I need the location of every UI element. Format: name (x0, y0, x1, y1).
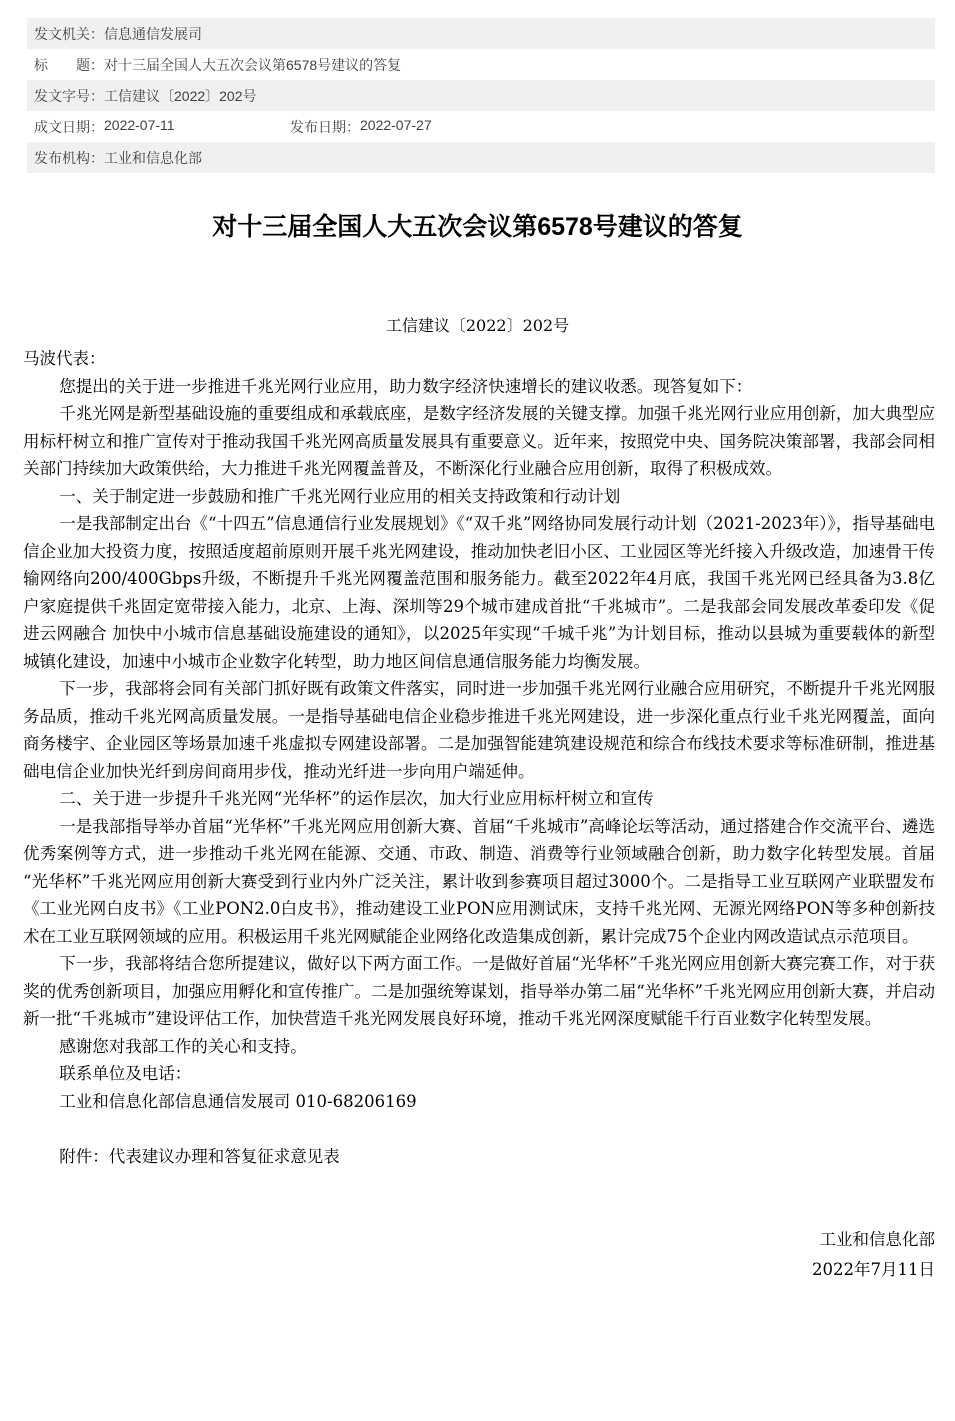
meta-value-doc-number: 工信建议〔2022〕202号 (104, 87, 257, 104)
section-1-heading: 一、关于制定进一步鼓励和推广千兆光网行业应用的相关支持政策和行动计划 (59, 486, 621, 506)
meta-label-doc-number: 发文字号： (34, 87, 104, 104)
paragraph-section-1-measures: 一是我部制定出台《“十四五”信息通信行业发展规划》《“双千兆”网络协同发展行动计划（2021-2023年）》，指导基础电信企业加大投资力度，按照适度超前原则开展千兆光网建设，推动加快老旧小区、工业园区等光纤接入升级改造，加速骨干传输网络向200/400Gbps升级，不断提升千兆光网覆盖范围和服务能力。截至2022年4月底，我国千兆光网已经具备为3.8亿户家庭提供千兆固定宽带接入能力，北京、上海、深圳等29个城市建成首批“千兆城市”。二是我部会同发展改革委印发《促进云网融合 加快中小城市信息基础设施建设的通知》，以2025年实现“千城千兆”为计划目标，推动以县城为重要载体的新型城镇化建设，加速中小城市企业数字化转型，助力地区间信息通信服务能力均衡发展。 (23, 514, 935, 671)
doc-number-line: 工信建议〔2022〕202号 (385, 316, 570, 335)
signature-block (23, 1225, 935, 1285)
paragraph-section-2-measures: 一是我部指导举办首届“光华杯”千兆光网应用创新大赛、首届“千兆城市”高峰论坛等活动，通过搭建合作交流平台、遴选优秀案例等方式，进一步推动千兆光网在能源、交通、市政、制造、消费等行业领域融合创新，助力数字化转型发展。首届“光华杯”千兆光网应用创新大赛受到行业内外广泛关注，累计收到参赛项目超过3000个。二是指导工业互联网产业联盟发布《工业光网白皮书》《工业PON2.0白皮书》，推动建设工业PON应用测试床，支持千兆光网、无源光网络PON等多种创新技术在工业互联网领域的应用。积极运用千兆光网赋能企业网络化改造集成创新，累计完成75个企业内网改造试点示范项目。 (23, 816, 935, 946)
meta-label-issuing-office: 发文机关： (34, 25, 104, 42)
page-title: 对十三届全国人大五次会议第6578号建议的答复 (212, 213, 743, 241)
meta-label-publish-org: 发布机构： (34, 149, 104, 166)
meta-row-issuing-office (27, 18, 935, 49)
meta-row-publish-org (27, 142, 935, 173)
document-meta-table (27, 18, 935, 173)
meta-value-publish-date: 2022-07-27 (360, 116, 432, 133)
signature-date: 2022年7月11日 (812, 1260, 935, 1279)
meta-value-issuing-office: 信息通信发展司 (104, 25, 202, 42)
meta-value-title: 对十三届全国人大五次会议第6578号建议的答复 (104, 56, 402, 73)
meta-value-written-date: 2022-07-11 (104, 116, 175, 133)
document-body (23, 345, 935, 1285)
paragraph-thanks: 感谢您对我部工作的关心和支持。 (59, 1036, 307, 1056)
paragraph-section-1-next-steps: 下一步，我部将会同有关部门抓好既有政策文件落实，同时进一步加强千兆光网行业融合应用研究，不断提升千兆光网服务品质，推动千兆光网高质量发展。一是指导基础电信企业稳步推进千兆光网建设，进一步深化重点行业千兆光网覆盖，面向商务楼宇、企业园区等场景加速千兆虚拟专网建设部署。二是加强智能建筑建设规范和综合布线技术要求等标准研制，推进基础电信企业加快光纤到房间商用步伐，推动光纤进一步向用户端延伸。 (23, 679, 935, 781)
meta-value-publish-org: 工业和信息化部 (104, 149, 202, 166)
paragraph-contact-label: 联系单位及电话： (59, 1064, 192, 1083)
salutation: 马波代表： (23, 349, 106, 368)
meta-row-doc-number (27, 80, 935, 111)
paragraph-contact-info: 工业和信息化部信息通信发展司 010-68206169 (59, 1091, 417, 1111)
meta-cell-written-date (34, 117, 290, 137)
attachment-line: 附件：代表建议办理和答复征求意见表 (59, 1146, 340, 1166)
paragraph-section-2-next-steps: 下一步，我部将结合您所提建议，做好以下两方面工作。一是做好首届“光华杯”千兆光网应用创新大赛完赛工作，对于获奖的优秀创新项目，加强应用孵化和宣传推广。二是加强统筹谋划，指导举办第二届“光华杯”千兆光网应用创新大赛，并启动新一批“千兆城市”建设评估工作，加快营造千兆光网发展良好环境，推动千兆光网深度赋能千行百业数字化转型发展。 (23, 954, 935, 1028)
paragraph-intro: 您提出的关于进一步推进千兆光网行业应用，助力数字经济快速增长的建议收悉。现答复如下： (59, 376, 753, 396)
meta-row-title (27, 49, 935, 80)
section-2-heading: 二、关于进一步提升千兆光网“光华杯”的运作层次，加大行业应用标杆树立和宣传 (59, 789, 654, 808)
meta-cell-publish-date (290, 117, 432, 137)
paragraph-background: 千兆光网是新型基础设施的重要组成和承载底座，是数字经济发展的关键支撑。加强千兆光网行业应用创新，加大典型应用标杆树立和推广宣传对于推动我国千兆光网高质量发展具有重要意义。近年来，按照党中央、国务院决策部署，我部会同相关部门持续加大政策供给，大力推进千兆光网覆盖普及，不断深化行业融合应用创新，取得了积极成效。 (23, 404, 935, 478)
signature-org: 工业和信息化部 (819, 1230, 935, 1249)
meta-label-publish-date: 发布日期： (290, 118, 360, 135)
meta-label-title: 标 题： (34, 56, 104, 73)
meta-label-written-date: 成文日期： (34, 118, 104, 135)
meta-row-dates (27, 111, 935, 142)
